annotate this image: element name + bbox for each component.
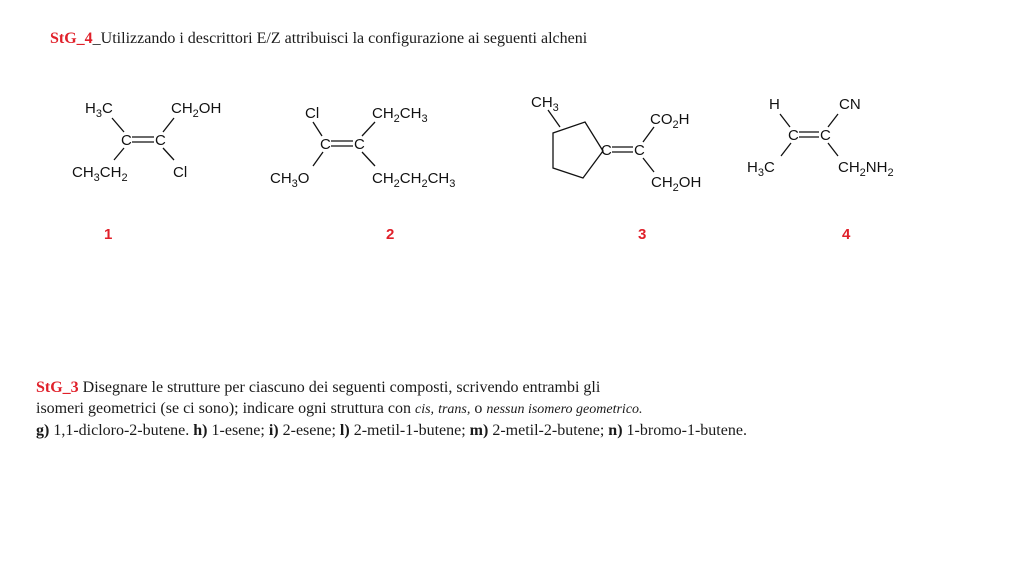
mol1-bond6 [163,148,174,160]
stg4-text: Utilizzando i descrittori E/Z attribuisci la configurazione ai seguenti alcheni [100,30,588,47]
mol4-bond4 [828,114,838,127]
item-letter: m) [469,422,489,439]
mol3-ring-substituent: $CH_3$ [531,94,559,114]
mol3-c2: C [634,142,645,159]
mol4-number: 4 [842,226,851,243]
stg3-trans: trans, [438,402,471,417]
item-text: 2-metil-2-butene; [492,422,605,439]
item-letter: g) [36,422,50,439]
mol3-c1: C [601,142,612,159]
mol2-top-left: Cl [305,105,320,122]
molecule-2 [270,105,455,190]
stg3-nessun: nessun isomero geometrico. [486,402,643,417]
mol2-bond6 [362,152,375,166]
mol2-bottom-right: $CH_2CH_2CH_3$ [372,170,456,190]
mol4-bottom-right: $CH_2NH_2$ [838,159,894,179]
mol2-bond3 [313,122,322,136]
item-text: 1-bromo-1-butene. [626,422,747,439]
stg3-instruction [36,377,747,441]
mol1-bottom-left: $CH_3CH_2$ [72,164,128,184]
mol4-c1: C [788,127,799,144]
mol1-double-bond-c2: C [155,132,166,149]
mol2-number: 2 [386,226,395,243]
mol4-c2: C [820,127,831,144]
mol2-bottom-left: $CH_3O$ [270,170,310,190]
stg3-cis: cis, [415,402,435,417]
mol1-top-right: $CH_2OH$ [171,100,222,120]
mol4-top-right: CN [839,96,861,113]
stg4-underscore: _ [92,30,101,47]
stg3-line2-text: isomeri geometrici (se ci sono); indicare ogni struttura con [36,400,411,417]
stg3-code: StG_3 [36,379,79,396]
mol2-bond4 [362,122,375,136]
mol2-top-right: $CH_2CH_3$ [372,105,428,125]
molecule-1 [72,100,221,184]
mol1-bond3 [112,118,124,132]
mol1-bond5 [114,148,124,160]
stg3-o: o [474,400,483,417]
mol4-top-left: H [769,96,780,113]
mol2-c1: C [320,136,331,153]
item-text: 2-metil-1-butene; [353,422,466,439]
mol1-bottom-right: Cl [173,164,188,181]
mol4-bottom-left: $H_3C$ [747,159,775,179]
item-letter: l) [339,422,350,439]
mol2-c2: C [354,136,365,153]
mol3-top-right: $CO_2H$ [650,111,690,131]
item-text: 1-esene; [211,422,265,439]
item-text: 1,1-dicloro-2-butene. [53,422,190,439]
item-text: 2-esene; [282,422,336,439]
mol1-number: 1 [104,226,113,243]
stg3-line1 [36,377,747,398]
item-letter: n) [608,422,623,439]
mol3-number: 3 [638,226,647,243]
mol3-bond3 [643,127,654,142]
mol3-bond4 [643,158,654,172]
mol1-top-left: $H_3C$ [85,100,113,120]
stg3-line1-text: Disegnare le strutture per ciascuno dei seguenti composti, scrivendo entrambi gli [82,379,601,396]
item-letter: i) [268,422,279,439]
stg4-code: StG_4 [50,30,93,47]
stg3-line2 [36,398,747,420]
mol3-cyclopentane-ring [553,122,603,178]
mol2-bond5 [313,152,323,166]
molecule-4 [747,96,894,179]
item-letter: h) [193,422,208,439]
molecule-3 [531,94,701,194]
mol1-bond4 [163,118,174,132]
mol4-bond6 [828,143,838,156]
mol3-bottom-right: $CH_2OH$ [651,174,702,194]
mol4-bond5 [781,143,791,156]
mol1-double-bond: C [121,132,132,149]
mol4-bond3 [780,114,790,127]
stg3-items [36,420,747,441]
